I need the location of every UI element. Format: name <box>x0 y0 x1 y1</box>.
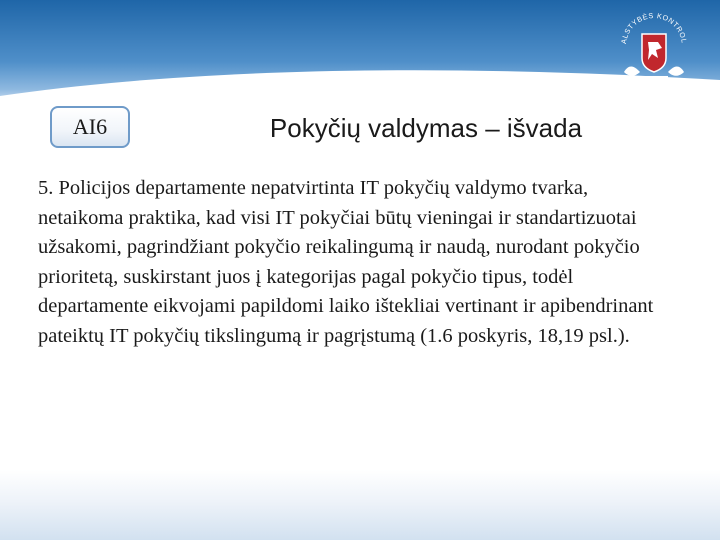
footer-band <box>0 470 720 540</box>
svg-text:VALSTYBĖS KONTROLĖ: ALSTYBĖS KONTROL <box>619 10 689 45</box>
state-audit-emblem-icon <box>612 6 696 90</box>
section-badge-label: AI6 <box>72 114 108 139</box>
slide-body-text: 5. Policijos departamente nepatvirtinta IT pokyčių valdymo tvarka, netaikoma praktika, kad visi IT pokyčiai būtų vieningai ir standartizuotai užsakomi, pagrindžiant pokyčio reikalingumą ir naudą, nurodant pokyčio prioritetą, suskirstant juos į kategorijas pagal pokyčio tipus, todėl departamente eikvojami papildomi laiko ištekliai vertinant ir apibendrinant pateiktų IT pokyčių tikslingumą ir pagrįstumą (1.6 poskyris, 18,19 psl.). <box>38 177 654 347</box>
slide-title: Pokyčių valdymas – išvada <box>269 112 583 143</box>
section-badge <box>50 106 130 148</box>
